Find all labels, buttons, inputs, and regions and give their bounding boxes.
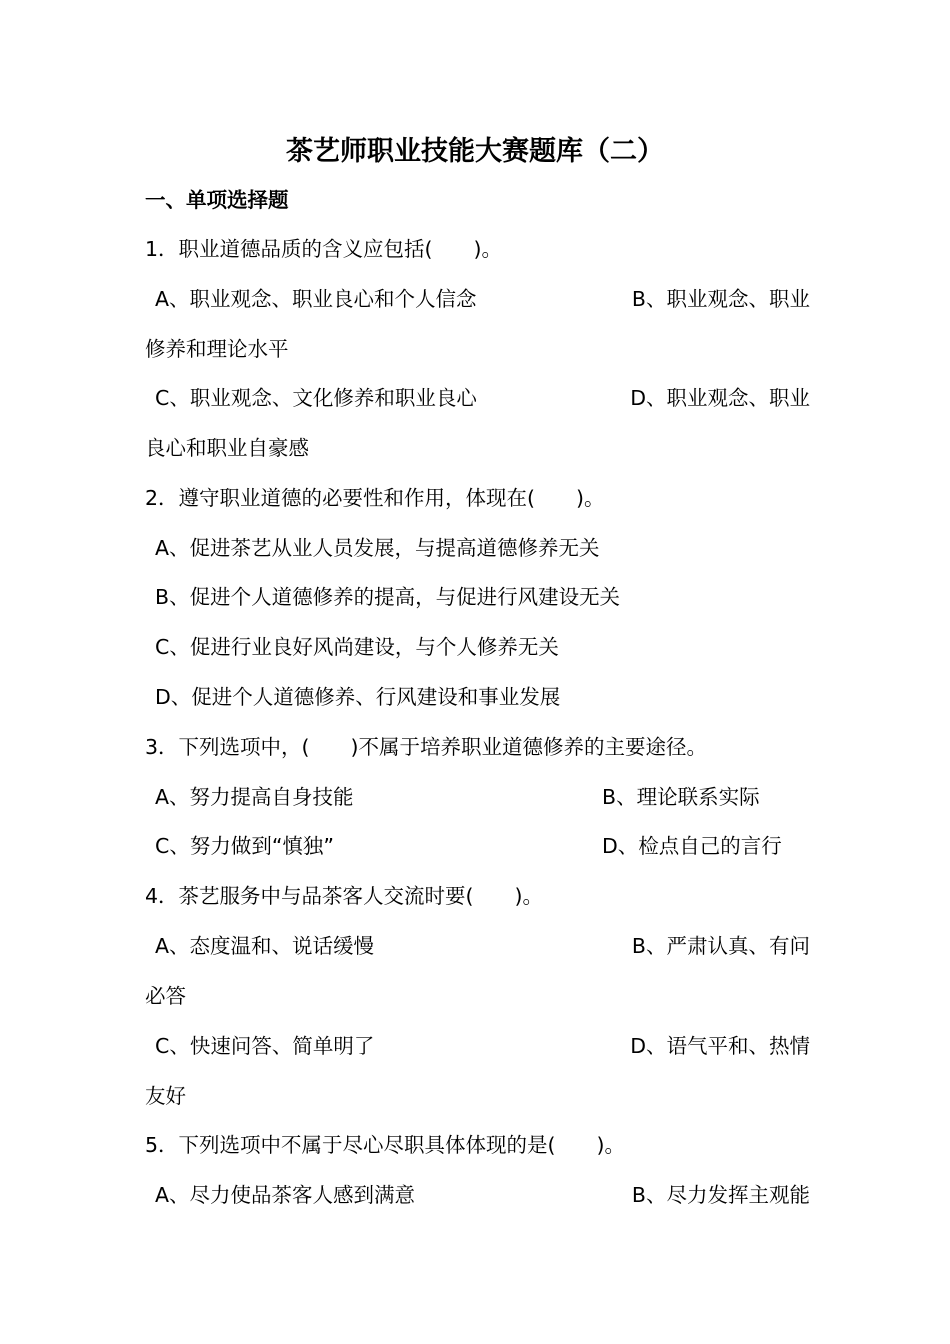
question-2-stem: 2．遵守职业道德的必要性和作用，体现在( )。 (145, 486, 605, 510)
question-1-option-b-continued: 修养和理论水平 (145, 337, 289, 361)
question-3-stem: 3．下列选项中，( )不属于培养职业道德修养的主要途径。 (145, 735, 708, 759)
question-5-option-a: A、尽力使品茶客人感到满意 (155, 1183, 416, 1207)
question-1-option-a: A、职业观念、职业良心和个人信念 (155, 287, 477, 311)
question-2-option-d: D、促进个人道德修养、行风建设和事业发展 (155, 685, 561, 709)
question-2-option-a: A、促进茶艺从业人员发展，与提高道德修养无关 (155, 536, 600, 560)
question-4-option-b: B、严肃认真、有问 (631, 934, 810, 958)
question-2-option-c: C、促进行业良好风尚建设，与个人修养无关 (155, 635, 559, 659)
question-1-option-b: B、职业观念、职业 (631, 287, 810, 311)
question-3-option-b: B、理论联系实际 (602, 785, 760, 809)
section-heading: 一、单项选择题 (145, 188, 289, 212)
document-title: 茶艺师职业技能大赛题库（二） (286, 136, 664, 167)
question-4-stem: 4．茶艺服务中与品茶客人交流时要( )。 (145, 884, 544, 908)
question-3-option-d: D、检点自己的言行 (602, 834, 782, 858)
question-4-option-d: D、语气平和、热情 (630, 1034, 810, 1058)
question-1-option-d: D、职业观念、职业 (630, 386, 810, 410)
question-1-option-d-continued: 良心和职业自豪感 (145, 436, 309, 460)
question-1-stem: 1．职业道德品质的含义应包括( )。 (145, 237, 503, 261)
question-4-option-a: A、态度温和、说话缓慢 (155, 934, 375, 958)
question-4-option-b-continued: 必答 (145, 984, 186, 1008)
question-3-option-a: A、努力提高自身技能 (155, 785, 354, 809)
question-3-option-c: C、努力做到“慎独” (155, 834, 335, 858)
question-4-option-d-continued: 友好 (145, 1084, 186, 1108)
question-5-option-b: B、尽力发挥主观能 (631, 1183, 810, 1207)
question-2-option-b: B、促进个人道德修养的提高，与促进行风建设无关 (155, 585, 621, 609)
question-1-option-c: C、职业观念、文化修养和职业良心 (155, 386, 477, 410)
question-5-stem: 5．下列选项中不属于尽心尽职具体体现的是( )。 (145, 1133, 626, 1157)
question-4-option-c: C、快速问答、简单明了 (155, 1034, 375, 1058)
